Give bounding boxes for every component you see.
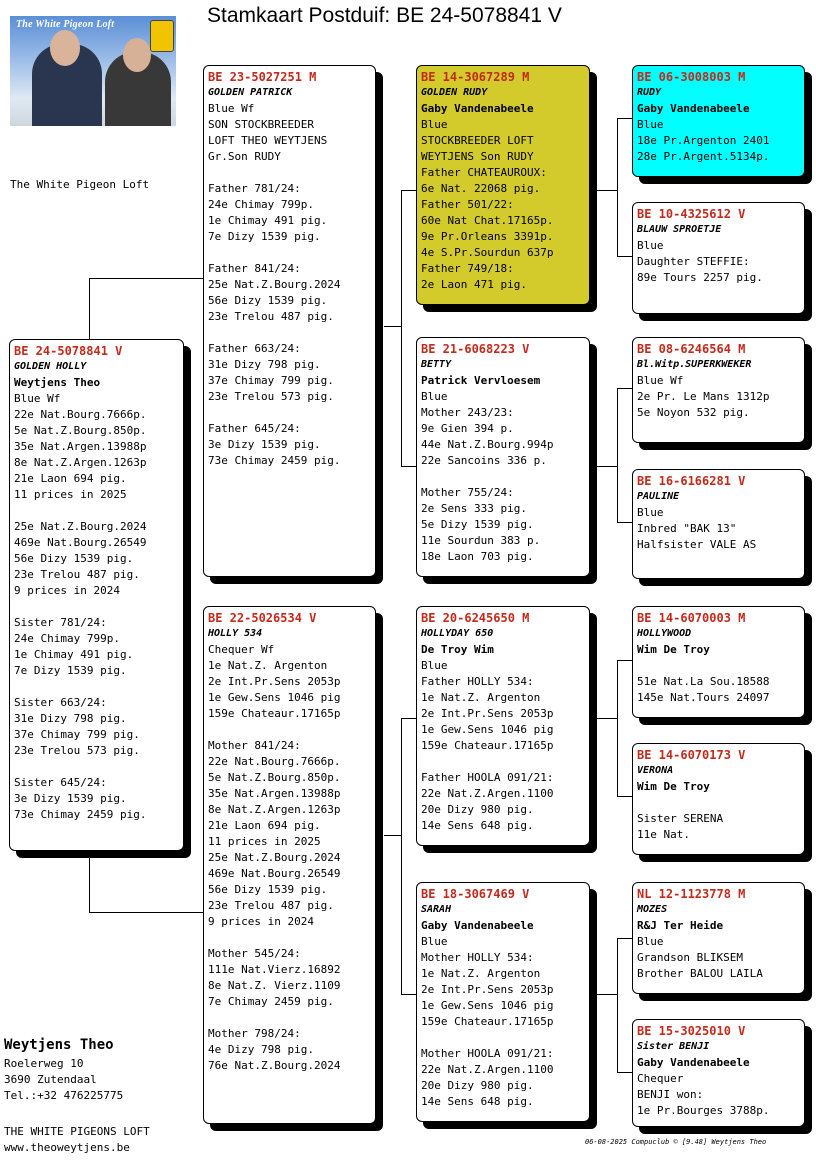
info-line: 18e Pr.Argenton 2401 <box>637 134 770 147</box>
ring-number: NL 12-1123778 M <box>637 887 746 901</box>
info-line: 7e Dizy 1539 pig. <box>14 664 127 677</box>
ring-number: BE 14-6070003 M <box>637 611 746 625</box>
info-line: 24e Chimay 799p. <box>14 632 120 645</box>
info-line <box>14 503 179 519</box>
info-line: 37e Chimay 799 pig. <box>208 374 334 387</box>
info-line: Blue Wf <box>637 374 684 387</box>
loft-label: The White Pigeon Loft <box>10 178 150 191</box>
owner-street: Roelerweg 10 <box>4 1057 84 1070</box>
connector-line <box>617 660 633 661</box>
pigeon-name: MOZES <box>637 904 668 915</box>
info-line: 18e Laon 703 pig. <box>421 550 534 563</box>
info-line: 9e Gien 394 p. <box>421 422 514 435</box>
club-badge-icon <box>150 20 174 52</box>
pigeon-card-mmf[interactable] <box>632 882 805 994</box>
connector-line <box>617 938 633 939</box>
info-line: 60e Nat Chat.17165p. <box>421 214 554 227</box>
ring-number: BE 08-6246564 M <box>637 342 746 356</box>
info-line: 14e Sens 648 pig. <box>421 819 534 832</box>
info-line: 24e Chimay 799p. <box>208 198 314 211</box>
info-line: Blue <box>421 659 448 672</box>
info-line: Father 781/24: <box>208 182 301 195</box>
info-line: Mother 545/24: <box>208 947 301 960</box>
info-line: 56e Dizy 1539 pig. <box>14 552 134 565</box>
info-line: 111e Nat.Vierz.16892 <box>208 963 341 976</box>
info-line: 20e Dizy 980 pig. <box>421 1079 534 1092</box>
info-line: 2e Sens 333 pig. <box>421 502 527 515</box>
info-line: Blue <box>421 390 448 403</box>
info-line: Father 645/24: <box>208 422 301 435</box>
connector-line <box>617 388 618 522</box>
info-line: 3e Dizy 1539 pig. <box>14 792 127 805</box>
connector-line <box>590 718 617 719</box>
info-line: 4e Dizy 798 pig. <box>208 1043 314 1056</box>
info-line: 11 prices in 2025 <box>14 488 127 501</box>
connector-line <box>617 256 633 257</box>
info-line: 469e Nat.Bourg.26549 <box>14 536 147 549</box>
pigeon-card-fmm[interactable] <box>632 469 805 579</box>
info-line: 145e Nat.Tours 24097 <box>637 691 770 704</box>
breeder-name: Wim De Troy <box>637 780 710 793</box>
ring-number: BE 10-4325612 V <box>637 207 746 221</box>
info-line: Blue <box>421 935 448 948</box>
info-line: 11 prices in 2025 <box>208 835 321 848</box>
info-line <box>208 722 371 738</box>
info-line: Grandson BLIKSEM <box>637 951 743 964</box>
info-line <box>208 405 371 421</box>
info-line: Gr.Son RUDY <box>208 150 281 163</box>
info-line: 73e Chimay 2459 pig. <box>14 808 147 821</box>
connector-line <box>590 190 617 191</box>
info-line: 5e Nat.Z.Bourg.850p. <box>208 771 341 784</box>
pigeon-name: HOLLYWOOD <box>637 628 692 639</box>
info-line: Mother 755/24: <box>421 486 514 499</box>
pigeon-name: BLAUW SPROETJE <box>637 224 722 235</box>
info-line: Father CHATEAUROUX: <box>421 166 547 179</box>
info-line: 31e Dizy 798 pig. <box>208 358 321 371</box>
info-line: 8e Nat.Z.Argen.1263p <box>208 803 341 816</box>
ring-number: BE 16-6166281 V <box>637 474 746 488</box>
connector-line <box>89 278 207 279</box>
pigeon-card-ffm[interactable] <box>632 202 805 314</box>
owner-phone: Tel.:+32 476225775 <box>4 1089 124 1102</box>
info-line: 1e Gew.Sens 1046 pig <box>421 723 554 736</box>
pigeon-name: RUDY <box>637 87 662 98</box>
info-line: 159e Chateaur.17165p <box>421 739 554 752</box>
connector-line <box>617 118 618 256</box>
info-line: Daughter STEFFIE: <box>637 255 750 268</box>
info-line: Chequer <box>637 1072 684 1085</box>
pigeon-name: SARAH <box>421 904 452 915</box>
connector-line <box>617 388 633 389</box>
pigeon-name: HOLLY 534 <box>208 628 263 639</box>
connector-line <box>384 326 401 327</box>
info-line: 1e Chimay 491 pig. <box>14 648 134 661</box>
ring-number: BE 18-3067469 V <box>421 887 530 901</box>
connector-line <box>401 190 402 466</box>
pigeon-card-mmm[interactable] <box>632 1019 805 1127</box>
info-line: Blue <box>637 506 664 519</box>
info-line: Father HOLLY 534: <box>421 675 534 688</box>
info-line: 76e Nat.Z.Bourg.2024 <box>208 1059 341 1072</box>
info-line: Sister 663/24: <box>14 696 107 709</box>
info-line: 35e Nat.Argen.13988p <box>208 787 341 800</box>
info-line: Sister 645/24: <box>14 776 107 789</box>
pigeon-card-fmf[interactable] <box>632 337 805 443</box>
connector-line <box>617 938 618 1072</box>
info-line: 23e Trelou 573 pig. <box>14 744 140 757</box>
info-line: Blue <box>637 239 664 252</box>
pigeon-card-father-father[interactable] <box>416 65 590 305</box>
info-line <box>637 658 800 674</box>
info-line: 23e Trelou 573 pig. <box>208 390 334 403</box>
info-line: 2e Pr. Le Mans 1312p <box>637 390 770 403</box>
info-line: 159e Chateaur.17165p <box>208 707 341 720</box>
info-line: 22e Sancoins 336 p. <box>421 454 547 467</box>
pigeon-name: PAULINE <box>637 491 680 502</box>
footer-print-info: 06-08-2025 Compuclub © [9.48] Weytjens Theo <box>585 1138 767 1146</box>
info-line: 5e Dizy 1539 pig. <box>421 518 534 531</box>
pigeon-card-mfm[interactable] <box>632 743 805 855</box>
pigeon-name: GOLDEN PATRICK <box>208 87 293 98</box>
owner-address <box>4 1036 123 1104</box>
footer-url-link[interactable]: www.theoweytjens.be <box>4 1141 130 1154</box>
pigeon-card-subject[interactable] <box>9 339 184 851</box>
info-line: 51e Nat.La Sou.18588 <box>637 675 770 688</box>
info-line: 2e Laon 471 pig. <box>421 278 527 291</box>
info-line: 35e Nat.Argen.13988p <box>14 440 147 453</box>
info-line: Mother 841/24: <box>208 739 301 752</box>
pigeon-name: BETTY <box>421 359 452 370</box>
info-line: 44e Nat.Z.Bourg.994p <box>421 438 554 451</box>
info-line: Sister 781/24: <box>14 616 107 629</box>
info-line: Blue Wf <box>14 392 61 405</box>
ring-number: BE 14-6070173 V <box>637 748 746 762</box>
owner-name: Weytjens Theo <box>4 1037 114 1053</box>
info-line: 9 prices in 2024 <box>14 584 120 597</box>
info-line: 23e Trelou 487 pig. <box>14 568 140 581</box>
info-line: 1e Pr.Bourges 3788p. <box>637 1104 770 1117</box>
footer-loft <box>4 1124 150 1156</box>
pigeon-name: GOLDEN HOLLY <box>14 361 87 372</box>
info-line: 2e Int.Pr.Sens 2053p <box>421 983 554 996</box>
info-line: 4e S.Pr.Sourdun 637p <box>421 246 554 259</box>
info-line: Blue Wf <box>208 102 255 115</box>
info-line <box>14 679 179 695</box>
connector-line <box>617 660 618 796</box>
info-line: Brother BALOU LAILA <box>637 967 763 980</box>
pigeon-name: VERONA <box>637 765 674 776</box>
breeder-name: De Troy Wim <box>421 643 494 656</box>
info-line: 9 prices in 2024 <box>208 915 314 928</box>
info-line <box>208 1010 371 1026</box>
connector-line <box>617 1072 633 1073</box>
info-line: 25e Nat.Z.Bourg.2024 <box>208 278 341 291</box>
info-line <box>421 469 585 485</box>
info-line <box>421 754 585 770</box>
connector-line <box>89 278 90 340</box>
info-line: Father 749/18: <box>421 262 514 275</box>
pigeon-card-mff[interactable] <box>632 606 805 718</box>
info-line: Mother 798/24: <box>208 1027 301 1040</box>
info-line: 56e Dizy 1539 pig. <box>208 294 328 307</box>
info-line: 23e Trelou 487 pig. <box>208 899 334 912</box>
connector-line <box>384 835 401 836</box>
owner-city: 3690 Zutendaal <box>4 1073 97 1086</box>
ring-number: BE 23-5027251 M <box>208 70 317 84</box>
info-line: 8e Nat.Z.Argen.1263p <box>14 456 147 469</box>
info-line: 31e Dizy 798 pig. <box>14 712 127 725</box>
info-line: Halfsister VALE AS <box>637 538 757 551</box>
info-line: 56e Dizy 1539 pig. <box>208 883 328 896</box>
info-line: 89e Tours 2257 pig. <box>637 271 763 284</box>
pigeon-card-fff[interactable] <box>632 65 805 177</box>
pigeon-card-father[interactable] <box>203 65 376 577</box>
info-line: 25e Nat.Z.Bourg.2024 <box>208 851 341 864</box>
info-line <box>14 759 179 775</box>
info-line: Chequer Wf <box>208 643 275 656</box>
info-line: LOFT THEO WEYTJENS <box>208 134 328 147</box>
info-line: 22e Nat.Z.Argen.1100 <box>421 787 554 800</box>
info-line: 23e Trelou 487 pig. <box>208 310 334 323</box>
pigeon-name: Sister BENJI <box>637 1041 710 1052</box>
info-line: Blue <box>637 118 664 131</box>
loft-photo <box>10 16 176 126</box>
connector-line <box>590 466 617 467</box>
pigeon-name: GOLDEN RUDY <box>421 87 488 98</box>
info-line: Father 663/24: <box>208 342 301 355</box>
info-line <box>421 1030 585 1046</box>
connector-line <box>89 858 90 912</box>
pigeon-name: Bl.Witp.SUPERKWEKER <box>637 359 752 370</box>
info-line: 14e Sens 648 pig. <box>421 1095 534 1108</box>
info-line <box>208 245 371 261</box>
pigeon-card-father-mother[interactable] <box>416 337 590 577</box>
info-line: 1e Chimay 491 pig. <box>208 214 328 227</box>
info-line: 73e Chimay 2459 pig. <box>208 454 341 467</box>
info-line: Father 501/22: <box>421 198 514 211</box>
breeder-name: Wim De Troy <box>637 643 710 656</box>
info-line: 37e Chimay 799 pig. <box>14 728 140 741</box>
info-line: Mother HOOLA 091/21: <box>421 1047 554 1060</box>
info-line: SON STOCKBREEDER <box>208 118 314 131</box>
breeder-name: Patrick Vervloesem <box>421 374 541 387</box>
info-line: 21e Laon 694 pig. <box>208 819 321 832</box>
breeder-name: Gaby Vandenabeele <box>637 1056 750 1069</box>
photo-logo-text: The White Pigeon Loft <box>16 19 115 30</box>
info-line: Mother 243/23: <box>421 406 514 419</box>
info-line: 1e Nat.Z. Argenton <box>421 967 541 980</box>
ring-number: BE 15-3025010 V <box>637 1024 746 1038</box>
info-line: 5e Noyon 532 pig. <box>637 406 750 419</box>
info-line: 2e Int.Pr.Sens 2053p <box>421 707 554 720</box>
info-line: 11e Nat. <box>637 828 690 841</box>
info-line <box>208 325 371 341</box>
connector-line <box>617 118 633 119</box>
info-line: Inbred "BAK 13" <box>637 522 737 535</box>
info-line: 22e Nat.Bourg.7666p. <box>14 408 147 421</box>
ring-number: BE 21-6068223 V <box>421 342 530 356</box>
info-line: 6e Nat. 22068 pig. <box>421 182 541 195</box>
ring-number: BE 06-3008003 M <box>637 70 746 84</box>
info-line: Blue <box>421 118 448 131</box>
breeder-name: Gaby Vandenabeele <box>637 102 750 115</box>
pigeon-card-mother-father[interactable] <box>416 606 590 846</box>
info-line: Blue <box>637 935 664 948</box>
info-line: 25e Nat.Z.Bourg.2024 <box>14 520 147 533</box>
pigeon-name: HOLLYDAY 650 <box>421 628 494 639</box>
info-line: 469e Nat.Bourg.26549 <box>208 867 341 880</box>
breeder-name: R&J Ter Heide <box>637 919 724 932</box>
info-line <box>637 795 800 811</box>
connector-line <box>617 522 633 523</box>
info-line: Mother HOLLY 534: <box>421 951 534 964</box>
info-line: 20e Dizy 980 pig. <box>421 803 534 816</box>
breeder-name: Gaby Vandenabeele <box>421 919 534 932</box>
info-line: Father 841/24: <box>208 262 301 275</box>
info-line: STOCKBREEDER LOFT <box>421 134 534 147</box>
info-line: 1e Gew.Sens 1046 pig <box>421 999 554 1012</box>
info-line: 28e Pr.Argent.5134p. <box>637 150 770 163</box>
info-line: 2e Int.Pr.Sens 2053p <box>208 675 341 688</box>
info-line: 8e Nat.Z. Vierz.1109 <box>208 979 341 992</box>
info-line: 21e Laon 694 pig. <box>14 472 127 485</box>
pigeon-card-mother-mother[interactable] <box>416 882 590 1122</box>
footer-loft-name: THE WHITE PIGEONS LOFT <box>4 1125 150 1138</box>
info-line: 1e Gew.Sens 1046 pig <box>208 691 341 704</box>
connector-line <box>617 796 633 797</box>
info-line: 1e Nat.Z. Argenton <box>421 691 541 704</box>
pigeon-card-mother[interactable] <box>203 606 376 1124</box>
info-line: 11e Sourdun 383 p. <box>421 534 541 547</box>
info-line: 7e Dizy 1539 pig. <box>208 230 321 243</box>
breeder-name: Gaby Vandenabeele <box>421 102 534 115</box>
info-line: WEYTJENS Son RUDY <box>421 150 534 163</box>
info-line: Father HOOLA 091/21: <box>421 771 554 784</box>
breeder-name: Weytjens Theo <box>14 376 101 389</box>
ring-number: BE 20-6245650 M <box>421 611 530 625</box>
info-line: 159e Chateaur.17165p <box>421 1015 554 1028</box>
info-line: 1e Nat.Z. Argenton <box>208 659 328 672</box>
connector-line <box>590 994 617 995</box>
ring-number: BE 14-3067289 M <box>421 70 530 84</box>
info-line <box>208 165 371 181</box>
ring-number: BE 22-5026534 V <box>208 611 317 625</box>
info-line: BENJI won: <box>637 1088 704 1101</box>
ring-number: BE 24-5078841 V <box>14 344 123 358</box>
info-line: 5e Nat.Z.Bourg.850p. <box>14 424 147 437</box>
info-line: 3e Dizy 1539 pig. <box>208 438 321 451</box>
connector-line <box>401 718 402 994</box>
info-line <box>14 599 179 615</box>
info-line: 9e Pr.Orleans 3391p. <box>421 230 554 243</box>
info-line: 22e Nat.Z.Argen.1100 <box>421 1063 554 1076</box>
page-title: Stamkaart Postduif: BE 24-5078841 V <box>207 4 562 27</box>
info-line: Sister SERENA <box>637 812 724 825</box>
info-line: 22e Nat.Bourg.7666p. <box>208 755 341 768</box>
connector-line <box>89 912 207 913</box>
info-line <box>208 930 371 946</box>
info-line: 7e Chimay 2459 pig. <box>208 995 334 1008</box>
